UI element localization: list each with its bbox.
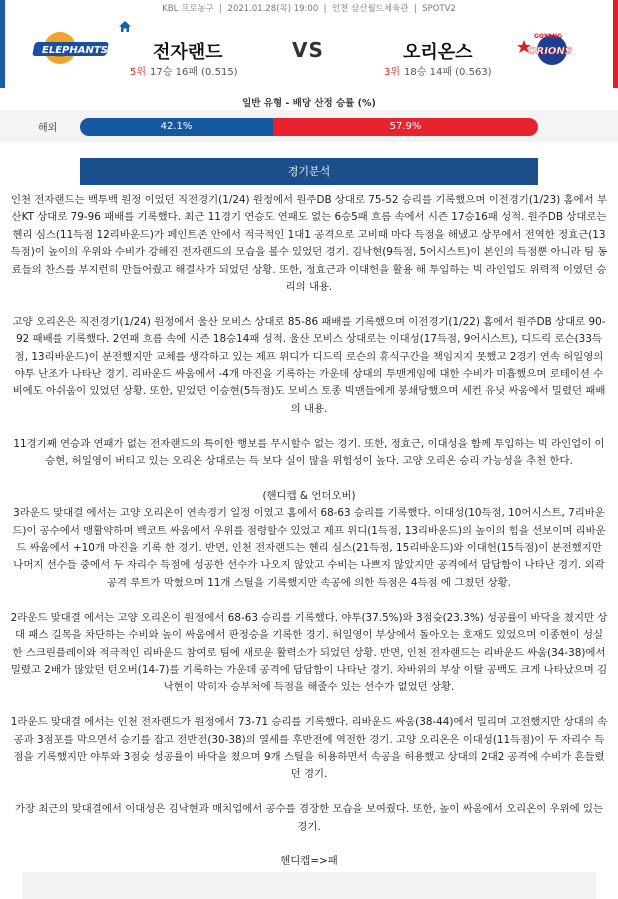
round3-paragraph: 3라운드 맞대결 에서는 고양 오리온이 연속경기 일정 이였고 홈에서 68-63 승리를 기록했다. 이대성(10득점, 10어시스트, 7리바운드)이 공수에서 맹활약하며 백코트 싸움에서 우위를 점령할수 있었고 제프 위디(1득점, 13리바운드)의 높이의 힘을 선보이며 리바운드 싸움에서 +10개 마진을 기록 한 경기. 반면, 인천 전자랜드는 헨리 심스(21득점, 15리바운드)와 이대헌(15득점)이 분전했지만 나머지 선수들 중에서 두 자리수 득점에 성공한 선수가 나오지 않았고 수비는 나쁘지 않았지만 공격에서 답답함이 나타난 경기. 외곽 공격 루트가 막혔으며 11개 스틸을 기록했지만 속공에 의한 득점은 4득점 에 그쳤던 상황. — [12, 507, 606, 589]
home-icon[interactable] — [118, 20, 132, 34]
home-win-loss: 17승 16패 (0.515) — [150, 67, 238, 78]
home-record — [130, 63, 238, 78]
match-header — [0, 0, 618, 88]
away-record — [384, 63, 492, 78]
bottom-image — [22, 872, 596, 899]
odds-label: 해외 — [38, 123, 58, 134]
analysis-paragraph-prediction: 11경기째 연승과 연패가 없는 전자랜드의 특이한 행보를 무시할수 없는 경기. 또한, 정효근, 이대성을 함께 투입하는 빅 라인업이 이승현, 허일영이 버티고 있는 오리온 상대로는 득 보다 실이 많을 위험성이 높다. 고양 오리온 승리 가능성을 추천 한다. — [13, 437, 605, 468]
handicap-heading: (핸디캡 & 언더오버) — [262, 489, 356, 502]
away-rank: 3위 — [384, 67, 401, 78]
odds-title: 일반 유형 - 배당 산정 승률 (%) — [242, 98, 376, 109]
analysis-content — [10, 192, 608, 888]
analysis-paragraph-away: 고양 오리온은 직전경기(1/24) 원정에서 울산 모비스 상대로 85-86 패배를 기록했으며 이전경기(1/22) 홈에서 원주DB 상대로 90-92 패배를 기록했다. 2연패 흐름 속에 시즌 18승14패 성적. 울산 모비스 상대로는 이대성(17득점, 9어시스트), 디드릭 로슨(33득점, 13리바운드)이 분전했지만 교체를 생각하고 있는 제프 위디가 디드릭 로슨의 휴식구간을 책임지지 못했고 2경기 연속 허일영의 야투 난조가 나타난 경기. 리바운드 싸움에서 -4개 마진을 기록하는 가운데 상대의 투맨게임에 대한 수비가 미흡했으며 로테이션 수비에도 아쉬움이 있었던 상황. 또한, 믿었던 이승현(5득점)도 모비스 토종 빅맨들에게 봉쇄당했으며 세컨 유닛 싸움에서 밀렸던 패배의 내용. — [12, 315, 606, 415]
elephants-logo-icon — [30, 28, 118, 68]
analysis-paragraph-home: 인천 전자랜드는 백투백 원정 이었던 직전경기(1/24) 원정에서 원주DB 상대로 75-52 승리를 기록했으며 이전경기(1/23) 홈에서 부산KT 상대로 79-96 패배를 기록했다. 최근 11경기 연승도 연패도 없는 6승5패 흐름 속에서 시즌 17승16패 성적. 원주DB 상대로는 헨리 심스(11득점 12리바운드)가 페인트존 안에서 적극적인 1대1 공격으로 고비때 마다 득점을 해냈고 상무에서 전역한 정효근(13득점)이 높이의 우위와 수비가 강해진 전자랜드의 모습을 볼수 있었던 경기. 김낙현(9득점, 5어시스트)이 본인의 득점뿐 아니라 팀 동료들의 찬스를 부지런히 만들어줬고 해결사가 되었던 상황. 또한, 정효근과 이대헌을 활용 해 투입하는 빅 라인업도 위력적 이였던 승리의 내용. — [10, 194, 608, 294]
home-team-name: 전자랜드 — [153, 42, 223, 63]
orions-logo-text: ORIONS — [528, 46, 572, 57]
away-win-loss: 18승 14패 (0.563) — [404, 67, 492, 78]
handicap-pick: 핸디캡=>패 — [280, 855, 338, 868]
round2-paragraph: 2라운드 맞대결 에서는 고양 오리온이 원정에서 68-63 승리를 기록했다. 야투(37.5%)와 3점슛(23.3%) 성공률이 바닥을 쳤지만 상대 패스 길목을 차단하는 수비와 높이 싸움에서 판정승을 기록한 경기. 허일영이 부상에서 돌아오는 호재도 있었으며 이종현이 성실한 스크린플레이와 적극적인 리바운드 참여로 팀에 새로운 활력소가 되었던 상황. 반면, 인천 전자랜드는 리바운드 싸움(34-38)에서 밀렸고 2배가 많았던 턴오버(14-7)를 기록하는 가운데 공격에 답답함이 나타난 경기. 차바위의 부상 이탈 공백도 크게 나타났으며 김낙현이 막히자 승부처에 득점을 해줄수 있는 선수가 없었던 상황. — [10, 611, 608, 694]
orions-logo-subtext: GOYANG — [534, 33, 563, 40]
vs-label: VS — [292, 38, 324, 62]
summary-paragraph: 가장 최근의 맞대결에서 이대성은 김낙현과 매치업에서 공수를 겸장한 모습을 보여줬다. 또한, 높이 싸움에서 오리온이 우위에 있는 경기. — [14, 803, 604, 833]
away-win-prob-bar: 57.9% — [273, 118, 538, 136]
odds-row — [0, 110, 618, 142]
orions-logo-icon — [512, 26, 588, 72]
elephants-logo-text: ELEPHANTS — [42, 45, 108, 56]
home-rank: 5위 — [130, 67, 147, 78]
home-win-prob-bar: 42.1% — [80, 118, 273, 136]
match-meta: KBL 프로농구 | 2021.01.28(목) 19:00 | 인천 삼산월드체육관 | SPOTV2 — [162, 4, 456, 14]
round1-paragraph: 1라운드 맞대결 에서는 인천 전자랜드가 원정에서 73-71 승리를 기록했다. 리바운드 싸움(38-44)에서 밀리며 고전했지만 상대의 속공과 3점포를 막으면서 승기를 잡고 전반전(30-38)의 열세를 후반전에 역전한 경기. 고양 오리온은 이대성(11득점)이 두 자리수 득점을 기록했지만 야투와 3점슛 성공률이 바닥을 쳤으며 9개 스틸을 허용하면서 속공을 허용했고 상대의 2대2 공격에 수비가 흔들렸던 경기. — [10, 716, 608, 781]
analysis-section-title: 경기분석 — [80, 158, 538, 185]
away-team-name: 오리온스 — [403, 42, 473, 63]
